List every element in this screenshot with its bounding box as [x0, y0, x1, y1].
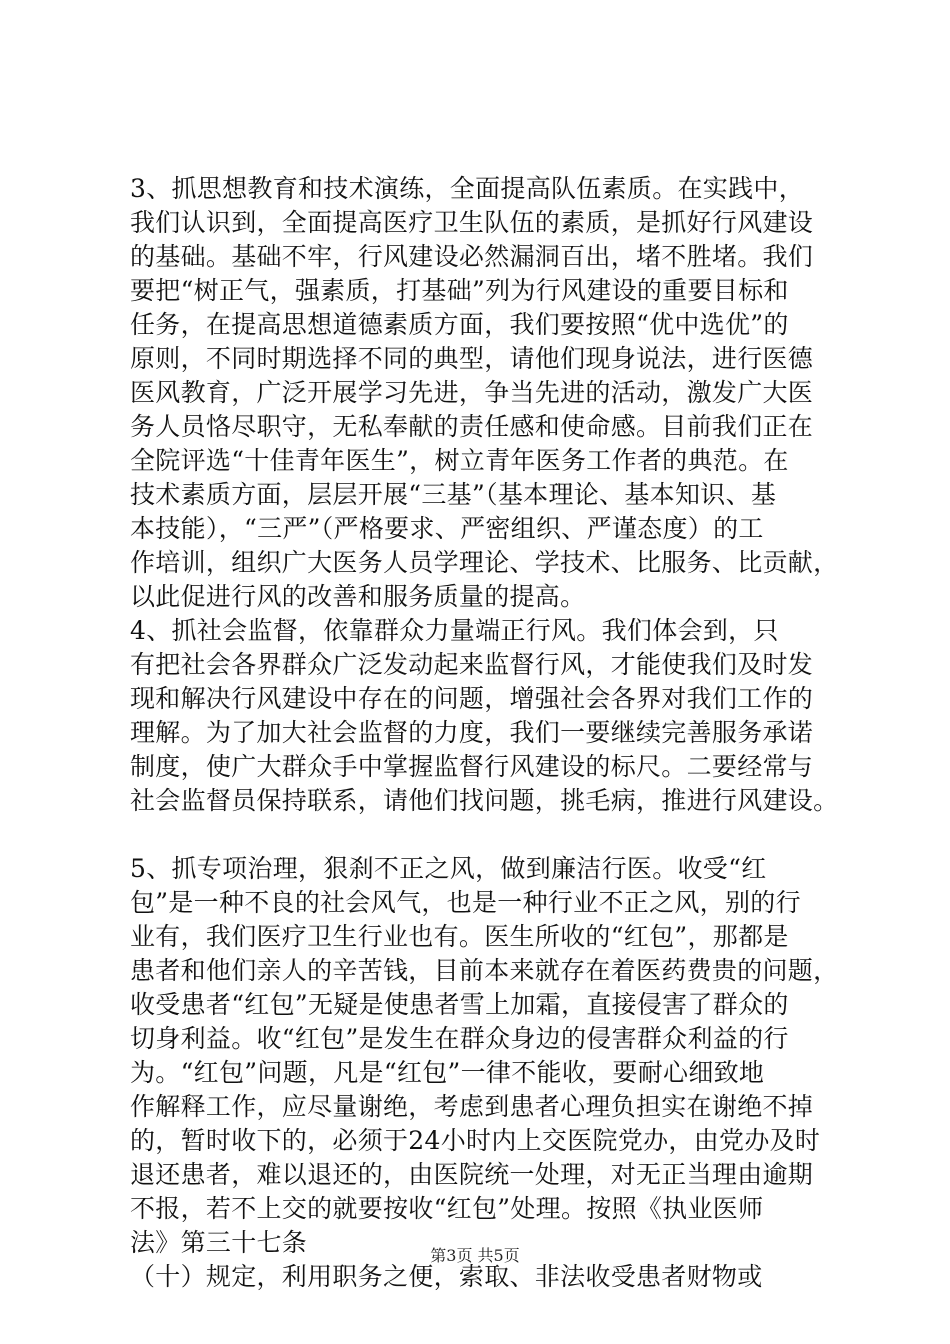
page-footer: 第3页 共5页 — [430, 1246, 520, 1265]
text-line: 收受患者“红包”无疑是使患者雪上加霜，直接侵害了群众的 — [130, 990, 789, 1019]
text-line: 5、抓专项治理，狠刹不正之风，做到廉洁行医。收受“红 — [130, 854, 767, 883]
text-line: 任务，在提高思想道德素质方面，我们要按照“优中选优”的 — [130, 310, 789, 339]
text-line: 社会监督员保持联系，请他们找问题，挑毛病，推进行风建设。 — [130, 786, 839, 815]
text-line: 原则，不同时期选择不同的典型，请他们现身说法，进行医德 — [130, 344, 814, 373]
text-line: 业有，我们医疗卫生行业也有。医生所收的“红包”，那都是 — [130, 922, 789, 951]
text-line: 有把社会各界群众广泛发动起来监督行风，才能使我们及时发 — [130, 650, 814, 679]
text-line: 的基础。基础不牢，行风建设必然漏洞百出，堵不胜堵。我们 — [130, 242, 814, 271]
text-line: 切身利益。收“红包”是发生在群众身边的侵害群众利益的行 — [130, 1024, 789, 1053]
text-line: 包”是一种不良的社会风气，也是一种行业不正之风，别的行 — [130, 888, 801, 917]
text-line: 为。“红包”问题，凡是“红包”一律不能收，要耐心细致地 — [130, 1058, 765, 1087]
text-line: 技术素质方面，层层开展“三基”（基本理论、基本知识、基 — [130, 480, 777, 509]
text-line: 全院评选“十佳青年医生”，树立青年医务工作者的典范。在 — [130, 446, 789, 475]
text-line: 患者和他们亲人的辛苦钱，目前本来就存在着医药费贵的问题， — [130, 956, 839, 985]
text-line: 本技能），“三严”（严格要求、严密组织、严谨态度）的工 — [130, 514, 764, 543]
text-line: 作解释工作，应尽量谢绝，考虑到患者心理负担实在谢绝不掉 — [130, 1092, 814, 1121]
text-line: 务人员恪尽职守，无私奉献的责任感和使命感。目前我们正在 — [130, 412, 814, 441]
text-line: 3、抓思想教育和技术演练，全面提高队伍素质。在实践中， — [130, 174, 805, 203]
text-line: 医风教育，广泛开展学习先进，争当先进的活动，激发广大医 — [130, 378, 814, 407]
text-line: 以此促进行风的改善和服务质量的提高。 — [130, 582, 586, 611]
text-line: （十）规定，利用职务之便，索取、非法收受患者财物或 — [130, 1262, 763, 1291]
text-line: 不报，若不上交的就要按收“红包”处理。按照《执业医师 — [130, 1194, 764, 1223]
text-line: 退还患者，难以退还的，由医院统一处理，对无正当理由逾期 — [130, 1160, 814, 1189]
text-line: 要把“树正气，强素质，打基础”列为行风建设的重要目标和 — [130, 276, 789, 305]
text-line: 现和解决行风建设中存在的问题，增强社会各界对我们工作的 — [130, 684, 814, 713]
text-line: 我们认识到，全面提高医疗卫生队伍的素质，是抓好行风建设 — [130, 208, 814, 237]
text-line: 制度，使广大群众手中掌握监督行风建设的标尺。二要经常与 — [130, 752, 814, 781]
body-text — [130, 172, 839, 1294]
text-line: 的，暂时收下的，必须于24小时内上交医院党办，由党办及时 — [130, 1126, 821, 1155]
text-line: 作培训，组织广大医务人员学理论、学技术、比服务、比贡献， — [130, 548, 839, 577]
paragraph-gap — [130, 818, 830, 852]
text-line: 4、抓社会监督，依靠群众力量端正行风。我们体会到，只 — [130, 616, 779, 645]
text-line: 法》第三十七条 — [130, 1228, 308, 1257]
text-line: 理解。为了加大社会监督的力度，我们一要继续完善服务承诺 — [130, 718, 814, 747]
